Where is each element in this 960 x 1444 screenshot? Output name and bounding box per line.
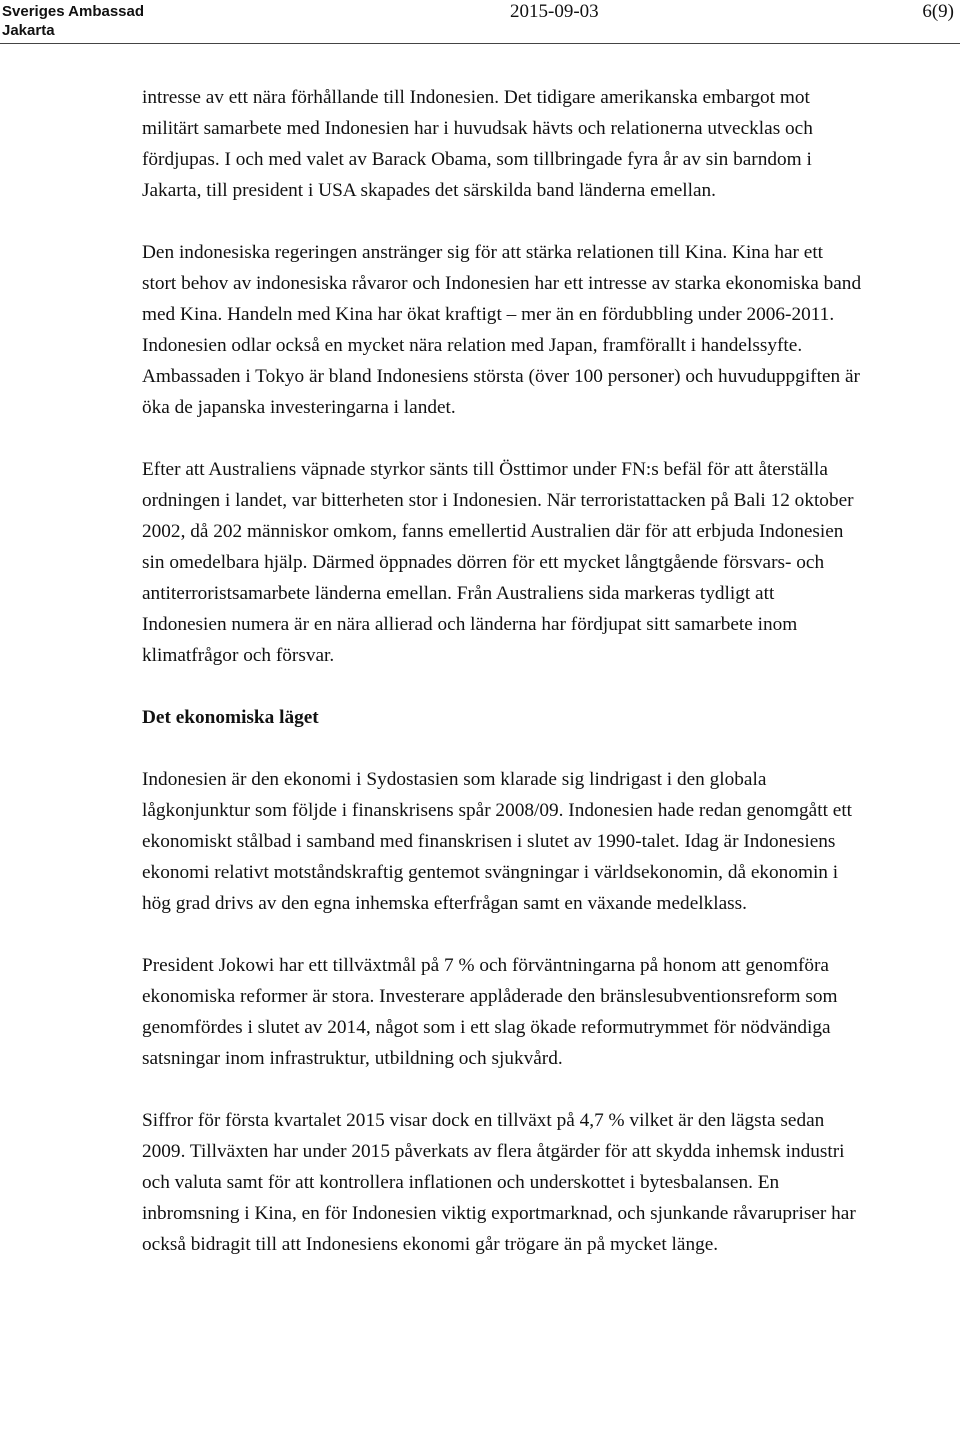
paragraph-growth-figures: Siffror för första kvartalet 2015 visar dock en tillväxt på 4,7 % vilket är den lägsta sedan 2009. Tillväxten har under 2015 påverkats av flera åtgärder för att skydda inhemsk industri och valuta samt för att kontrollera inflationen och underskottet i bytesbalansen. En inbromsning i Kina, en för Indonesien viktig exportmarknad, och sjunkande råvarupriser har också bidragit till att Indonesiens ekonomi går trögare än på mycket länge. <box>142 1110 856 1255</box>
embassy-name-line2: Jakarta <box>2 22 55 39</box>
document-body <box>142 82 862 1291</box>
paragraph-relations-usa: intresse av ett nära förhållande till Indonesien. Det tidigare amerikanska embargot mot militärt samarbete med Indonesien har i huvudsak hävts och relationerna utvecklas och fördjupas. I och med valet av Barack Obama, som tillbringade fyra år av sin barndom i Jakarta, till president i USA skapades det särskilda band länderna emellan. <box>142 87 813 201</box>
section-heading-economy: Det ekonomiska läget <box>142 707 319 728</box>
document-date: 2015-09-03 <box>510 1 599 22</box>
paragraph-relations-china-japan: Den indonesiska regeringen anstränger sig för att stärka relationen till Kina. Kina har ett stort behov av indonesiska råvaror och Indonesien har ett intresse av starka ekonomiska band med Kina. Handeln med Kina har ökat kraftigt – mer än en fördubbling under 2006-2011. Indonesien odlar också en mycket nära relation med Japan, framförallt i handelssyfte. Ambassaden i Tokyo är bland Indonesiens största (över 100 personer) och huvuduppgiften är öka de japanska investeringarna i landet. <box>142 242 862 418</box>
paragraph-growth-target: President Jokowi har ett tillväxtmål på 7 % och förväntningarna på honom att genomföra ekonomiska reformer är stora. Investerare applåderade den bränslesubventionsreform som genomfördes i slutet av 2014, något som i ett slag ökade reformutrymmet för nödvändiga satsningar inom infrastruktur, utbildning och sjukvård. <box>142 955 838 1069</box>
embassy-name-line1: Sveriges Ambassad <box>2 3 145 20</box>
embassy-name <box>2 2 144 40</box>
paragraph-economy-resilience: Indonesien är den ekonomi i Sydostasien som klarade sig lindrigast i den globala lågkonjunktur som följde i finanskrisens spår 2008/09. Indonesien hade redan genomgått ett ekonomiskt stålbad i samband med finanskrisen i slutet av 1990-talet. Idag är Indonesiens ekonomi relativt motståndskraftig gentemot svängningar i världsekonomin, då ekonomin i hög grad drivs av den egna inhemska efterfrågan samt en växande medelklass. <box>142 769 853 914</box>
page-number: 6(9) <box>922 1 954 22</box>
page-header <box>0 0 960 44</box>
header-divider <box>0 43 960 44</box>
paragraph-relations-australia: Efter att Australiens väpnade styrkor sänts till Östtimor under FN:s befäl för att återställa ordningen i landet, var bitterheten stor i Indonesien. När terroristattacken på Bali 12 oktober 2002, då 202 människor omkom, fanns emellertid Australien där för att erbjuda Indonesien sin omedelbara hjälp. Därmed öppnades dörren för ett mycket långtgående försvars- och antiterroristsamarbete länderna emellan. Från Australiens sida markeras tydligt att Indonesien numera är en nära allierad och länderna har fördjupat sitt samarbete inom klimatfrågor och försvar. <box>142 459 854 666</box>
